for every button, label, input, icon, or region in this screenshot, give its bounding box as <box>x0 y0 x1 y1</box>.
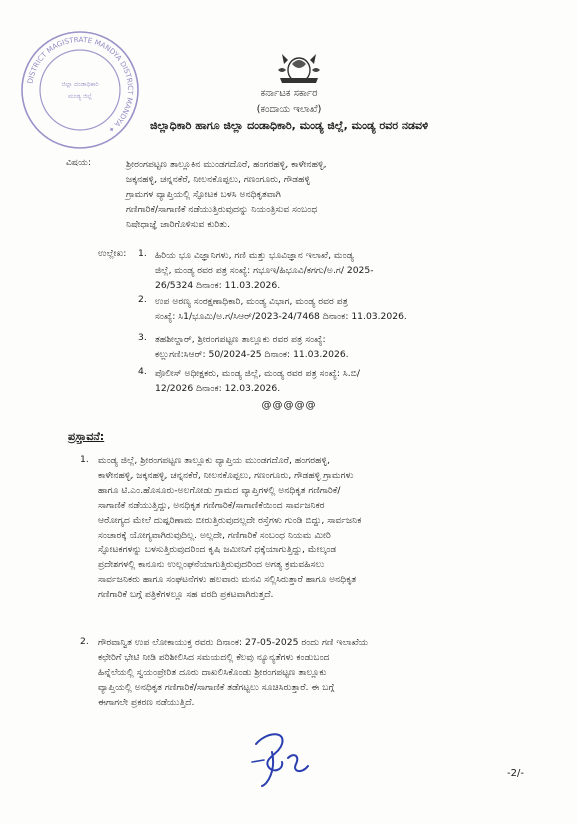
svg-text:ಜಿಲ್ಲಾ ದಂಡಾಧಿಕಾರಿ: ಜಿಲ್ಲಾ ದಂಡಾಧಿಕಾರಿ <box>61 81 99 88</box>
subject-line: ಶ್ರೀರಂಗಪಟ್ಟಣ ತಾಲ್ಲೂಕಿನ ಮುಂಡಗದೊರೆ, ಹಂಗರಹಳ್ಳಿ, ಕಾಳೇನಹಳ್ಳಿ, <box>126 159 327 170</box>
reference-item <box>155 248 515 293</box>
paragraph-line: ಹಿನ್ನೆಲೆಯಲ್ಲಿ ಸ್ವಯಂಪ್ರೇರಿತ ದೂರು ದಾಖಲಿಸಿಕೊಂಡು ಶ್ರೀರಂಗಪಟ್ಟಣ ತಾಲ್ಲೂಕು <box>98 666 327 678</box>
reference-number: 2. <box>138 294 147 305</box>
header-department: (ಕಂದಾಯ ಇಲಾಖೆ) <box>256 104 322 115</box>
paragraph-line: ಸಂಚಾರಕ್ಕೆ ಯೋಗ್ಯವಾಗಿರುವುದಿಲ್ಲ. ಅಲ್ಲದೇ, ಗಣಿಗಾರಿಕೆ ಸಂಬಂಧ ನಿಯಮ ಮೀರಿ <box>98 529 331 541</box>
references-end-mark: @@@@@ <box>261 400 317 411</box>
paragraph-line: ಕಾಳೇನಹಳ್ಳಿ, ಜಕ್ಕನಹಳ್ಳಿ, ಚನ್ನನಕೆರೆ, ನೀಲನಕೊಪ್ಪಲು, ಗಣಂಗೂರು, ಗೌಡಹಳ್ಳಿ ಗ್ರಾಮಗಳು <box>98 469 354 481</box>
paragraph-line: ವ್ಯಾಪ್ತಿಯಲ್ಲಿ ಅನಧಿಕೃತ ಗಣಿಗಾರಿಕೆ/ಸಾಗಾಣಿಕೆ ತಡೆಗಟ್ಟಲು ಸೂಚಿಸಿರುತ್ತಾರೆ. ಈ ಬಗ್ಗೆ <box>98 681 335 693</box>
paragraph-line: ಪ್ರದೇಶಗಳಲ್ಲಿ ಕಾನೂನು ಉಲ್ಲಂಘನೆಯಾಗುತ್ತಿರುವುದರಿಂದ ಅಗತ್ಯ ಕ್ರಮವಹಿಸಲು <box>98 559 325 571</box>
reference-line: ಹಿರಿಯ ಭೂ ವಿಜ್ಞಾನಿಗಳು, ಗಣಿ ಮತ್ತು ಭೂವಿಜ್ಞಾನ ಇಲಾಖೆ, ಮಂಡ್ಯ <box>155 250 354 261</box>
reference-item <box>155 332 515 362</box>
references-label: ಉಲ್ಲೇಖ: <box>98 248 127 259</box>
reference-number: 3. <box>138 332 147 343</box>
paragraph-line: ಆರೋಗ್ಯದ ಮೇಲೆ ದುಷ್ಪರಿಣಾಮ ಬೀರುತ್ತಿರುವುದಲ್ಲದೇ ರಸ್ತೆಗಳು ಗುಂಡಿ ಬಿದ್ದು, ಸಾರ್ವಜನಿಕ <box>98 514 362 526</box>
reference-item <box>155 366 515 396</box>
paragraph-line: ಗೌರವಾನ್ವಿತ ಉಪ ಲೋಕಾಯುಕ್ತ ರವರು ದಿನಾಂಕ: 27-05-2025 ರಂದು ಗಣಿ ಇಲಾಖೆಯ <box>98 637 369 648</box>
paragraph-line: ಸ್ಫೋಟಕಗಳನ್ನು ಬಳಸುತ್ತಿರುವುದರಿಂದ ಕೃಷಿ ಜಮೀನಿಗೆ ಧಕ್ಕೆಯಾಗುತ್ತಿದ್ದು, ಮೇಲ್ಕಂಡ <box>98 544 337 556</box>
preamble-paragraph <box>98 636 522 711</box>
paragraph-line: ಮಂಡ್ಯ ಜಿಲ್ಲೆ, ಶ್ರೀರಂಗಪಟ್ಟಣ ತಾಲ್ಲೂಕು ವ್ಯಾಪ್ತಿಯ ಮುಂಡಗದೊರೆ, ಹಂಗರಹಳ್ಳಿ, <box>98 455 331 466</box>
subject-line: ಗಣಿಗಾರಿಕೆ/ಸಾಗಾಣಿಕೆ ನಡೆಯುತ್ತಿರುವುದನ್ನು ನಿಯಂತ್ರಿಸುವ ಸಂಬಂಧ <box>126 204 318 215</box>
paragraph-line: ಕಛೇರಿಗೆ ಭೇಟಿ ನೀಡಿ ಪರಿಶೀಲಿಸಿದ ಸಮಯದಲ್ಲಿ ಕೆಲವು ನ್ಯೂನ್ಯತೆಗಳು ಕಂಡುಬಂದ <box>98 651 330 663</box>
reference-line: ಪೊಲೀಸ್ ಅಧೀಕ್ಷಕರು, ಮಂಡ್ಯ ಜಿಲ್ಲೆ, ಮಂಡ್ಯ ರವರ ಪತ್ರ ಸಂಖ್ಯೆ: ಸಿ.ಬಿ/ <box>155 368 360 379</box>
reference-line: 12/2026 ದಿನಾಂಕ: 12.03.2026. <box>155 383 281 394</box>
subject-text <box>126 157 512 232</box>
subject-line: ಗ್ರಾಮಗಳ ವ್ಯಾಪ್ತಿಯಲ್ಲಿ ಸ್ಫೋಟಕ ಬಳಸಿ ಅನಧಿಕೃತವಾಗಿ <box>126 189 281 200</box>
paragraph-line: ಈಗಾಗಲೇ ಪ್ರಕರಣ ನಡೆಯುತ್ತಿದೆ. <box>98 696 195 708</box>
preamble-title: ಪ್ರಸ್ತಾವನೆ: <box>68 430 105 443</box>
reference-line: ಉಪ ಅರಣ್ಯ ಸಂರಕ್ಷಣಾಧಿಕಾರಿ, ಮಂಡ್ಯ ವಿಭಾಗ, ಮಂಡ್ಯ ರವರ ಪತ್ರ <box>155 296 348 307</box>
header-office-title: ಜಿಲ್ಲಾಧಿಕಾರಿ ಹಾಗೂ ಜಿಲ್ಲಾ ದಂಡಾಧಿಕಾರಿ, ಮಂಡ್ಯ ಜಿಲ್ಲೆ, ಮಂಡ್ಯ ರವರ ನಡವಳಿ <box>149 119 429 132</box>
svg-text:ಮಂಡ್ಯ ಜಿಲ್ಲೆ: ಮಂಡ್ಯ ಜಿಲ್ಲೆ <box>68 93 92 100</box>
reference-line: ಸಂಖ್ಯೆ: ಸಿ1/ಭೂಮಿ/ಅ.ಗ/ಸಿಆರ್/2023-24/7468 ದಿನಾಂಕ: 11.03.2026. <box>155 311 407 322</box>
handwritten-signature <box>242 722 316 790</box>
reference-line: ಕಲ್ಲುಗಣಿ:ಸಿಆರ್: 50/2024-25 ದಿನಾಂಕ: 11.03.2026. <box>155 349 349 360</box>
preamble-paragraph <box>98 454 522 603</box>
reference-item <box>155 294 515 324</box>
paragraph-number: 2. <box>80 636 89 647</box>
reference-line: ಜಿಲ್ಲೆ, ಮಂಡ್ಯ ರವರ ಪತ್ರ ಸಂಖ್ಯೆ: ಗಭೂಇ/ಹಿಭೂವಿ/ಕಗಗು/ಅ.ಗ/ 2025- <box>155 265 374 276</box>
paragraph-line: ಗಣಿಗಾರಿಕೆ ಬಗ್ಗೆ ಪತ್ರಿಕೆಗಳಲ್ಲೂ ಸಹ ವರದಿ ಪ್ರಕಟವಾಗಿರುತ್ತದೆ. <box>98 589 274 601</box>
paragraph-line: ಸಾಗಾಣಿಕೆ ನಡೆಯುತ್ತಿದ್ದು, ಅನಧಿಕೃತ ಗಣಿಗಾರಿಕೆ/ಸಾಗಾಣಿಕೆಯಿಂದ ಸಾರ್ವಜನಿಕರ <box>98 499 325 511</box>
subject-label: ವಿಷಯ: <box>66 157 92 168</box>
paragraph-line: ಹಾಗೂ ಟಿ.ಎಂ.ಹೊಸೂರು-ಅಲಗೋಡು ಗ್ರಾಮದ ವ್ಯಾಪ್ತಿಗಳಲ್ಲಿ ಅನಧಿಕೃತ ಗಣಿಗಾರಿಕೆ/ <box>98 484 341 496</box>
paragraph-number: 1. <box>80 454 89 465</box>
subject-line: ಜಕ್ಕನಹಳ್ಳಿ, ಚನ್ನನಕೆರೆ, ನೀಲನಕೊಪ್ಪಲು, ಗಣಂಗೂರು, ಗೌಡಹಳ್ಳಿ <box>126 174 311 185</box>
svg-text:DISTRICT MAGISTRATE MANDYA DIS: DISTRICT MAGISTRATE MANDYA DISTRICT MANDYA ✦ <box>25 34 136 135</box>
reference-number: 4. <box>138 366 147 377</box>
paragraph-line: ಸಾರ್ವಜನಿಕರು ಹಾಗೂ ಸಂಘಟನೆಗಳು ಹಲವಾರು ಮನವಿ ಸಲ್ಲಿಸಿರುತ್ತಾರೆ ಹಾಗೂ ಅನಧಿಕೃತ <box>98 574 357 586</box>
header-government: ಕರ್ನಾಟಕ ಸರ್ಕಾರ <box>260 88 318 99</box>
reference-line: ತಹಶೀಲ್ದಾರ್, ಶ್ರೀರಂಗಪಟ್ಟಣ ತಾಲ್ಲೂಕು ರವರ ಪತ್ರ ಸಂಖ್ಯೆ: <box>155 334 326 345</box>
reference-line: 26/5324 ದಿನಾಂಕ: 11.03.2026. <box>155 280 281 291</box>
subject-line: ನಿಷೇಧಾಜ್ಞೆ ಜಾರಿಗೊಳಿಸುವ ಕುರಿತು. <box>126 219 230 230</box>
page-number: -2/- <box>507 768 524 779</box>
state-emblem-icon <box>276 52 322 86</box>
reference-number: 1. <box>138 248 147 259</box>
